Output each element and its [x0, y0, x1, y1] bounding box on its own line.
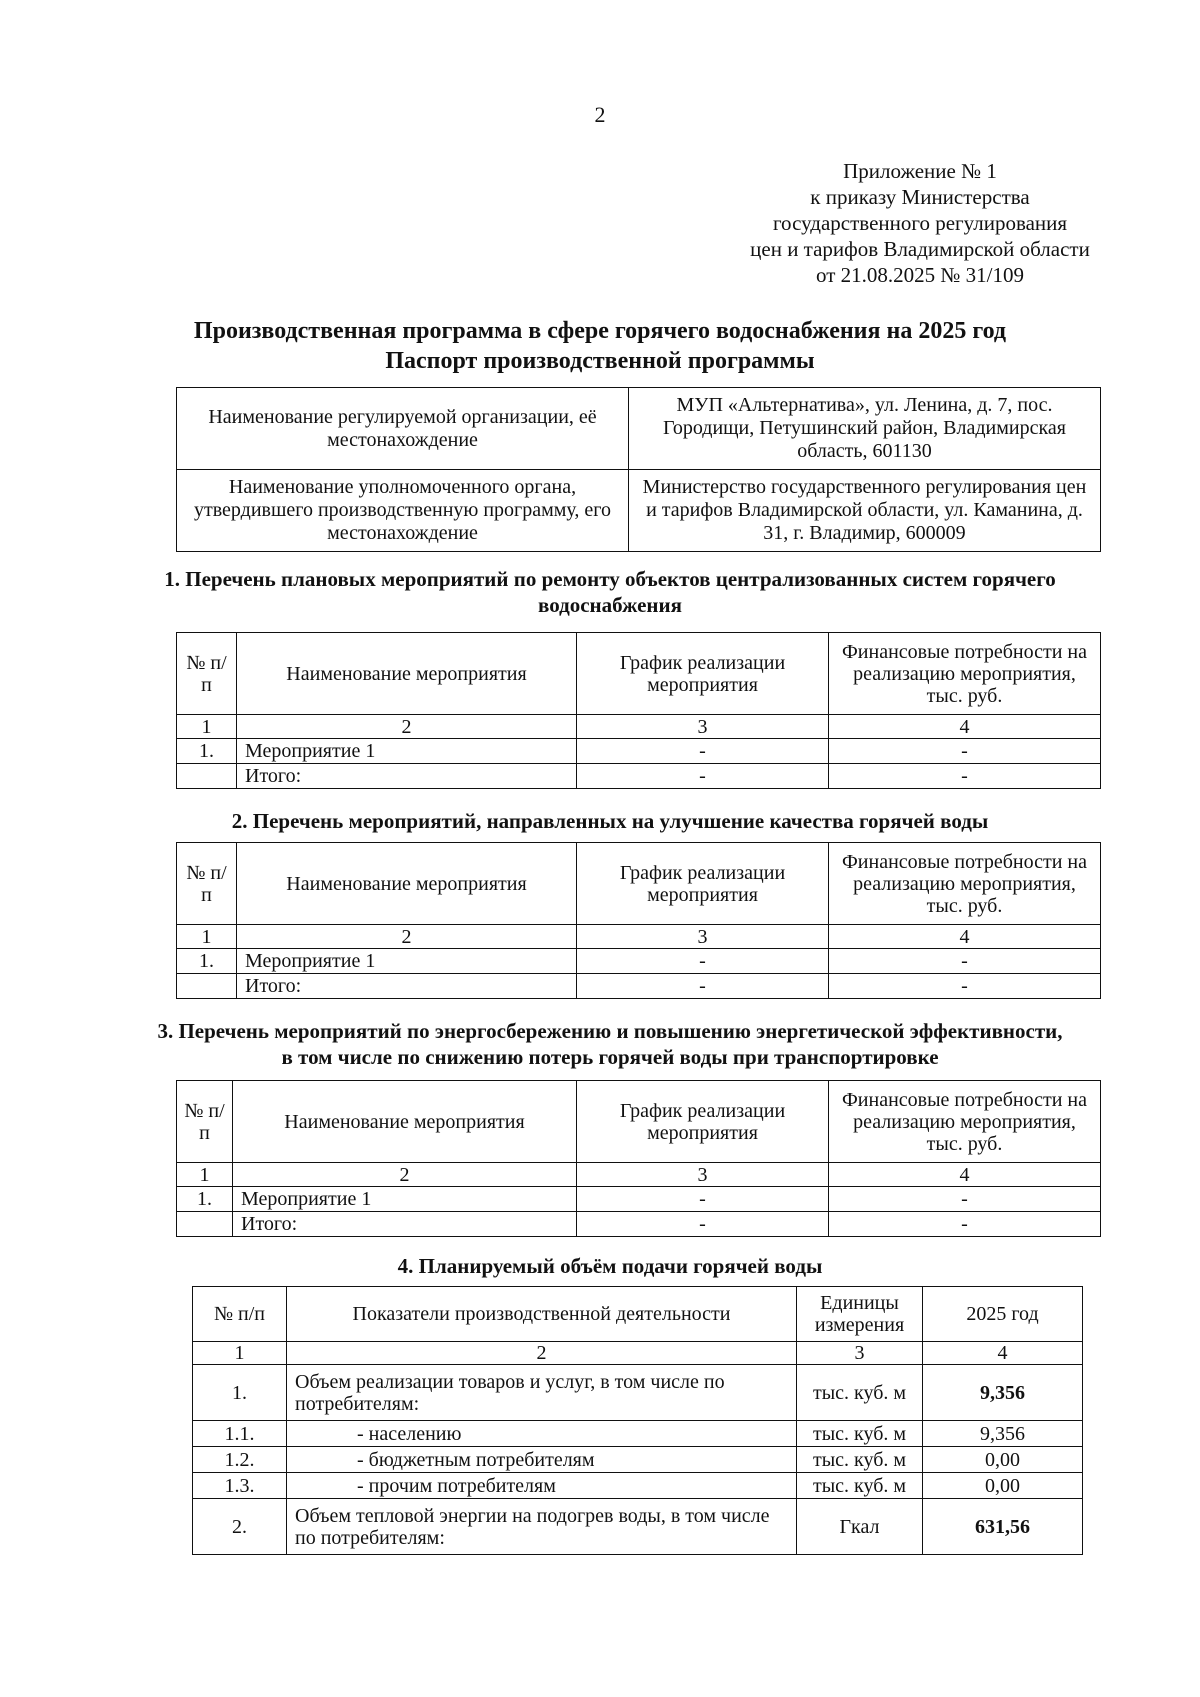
section-3-title: 3. Перечень мероприятий по энергосбережению и повышению энергетической эффективности, в том числе по снижению потерь горячей воды при транспортировке	[157, 1019, 1063, 1069]
row-num: 1.1.	[193, 1421, 287, 1447]
row-unit: тыс. куб. м	[797, 1365, 923, 1421]
header-unit: Единицы измерения	[797, 1287, 923, 1342]
table-row	[193, 1365, 1083, 1421]
header-indicator: Показатели производственной деятельности	[287, 1287, 797, 1342]
row-unit: тыс. куб. м	[797, 1473, 923, 1499]
passport-table	[176, 387, 1101, 552]
header-name: Наименование мероприятия	[237, 633, 577, 715]
column-number: 4	[829, 1163, 1101, 1187]
row-indicator: - бюджетным потребителям	[287, 1447, 797, 1473]
row-schedule: -	[577, 1212, 829, 1237]
table-row	[193, 1421, 1083, 1447]
header-finance: Финансовые потребности на реализацию мероприятия, тыс. руб.	[829, 633, 1101, 715]
column-number: 1	[177, 715, 237, 739]
row-num	[177, 974, 237, 999]
section-1-table	[176, 632, 1101, 789]
row-unit: Гкал	[797, 1499, 923, 1555]
column-number: 2	[237, 715, 577, 739]
table-header-row	[177, 633, 1101, 715]
row-num: 1.3.	[193, 1473, 287, 1499]
header-num: № п/п	[177, 843, 237, 925]
row-value: 0,00	[923, 1473, 1083, 1499]
table-row	[193, 1499, 1083, 1555]
column-number: 2	[233, 1163, 577, 1187]
row-name: Итого:	[237, 974, 577, 999]
row-num: 1.2.	[193, 1447, 287, 1473]
header-name: Наименование мероприятия	[233, 1081, 577, 1163]
section-2-title: 2. Перечень мероприятий, направленных на улучшение качества горячей воды	[231, 809, 989, 833]
column-number: 1	[177, 925, 237, 949]
header-num: № п/п	[177, 1081, 233, 1163]
column-number-row	[193, 1342, 1083, 1365]
header-finance: Финансовые потребности на реализацию мероприятия, тыс. руб.	[829, 843, 1101, 925]
row-name: Итого:	[237, 764, 577, 789]
section-1-title: 1. Перечень плановых мероприятий по ремонту объектов централизованных систем горячего водоснабжения	[164, 567, 1056, 617]
table-row	[193, 1447, 1083, 1473]
page-number: 2	[594, 102, 606, 127]
row-num: 2.	[193, 1499, 287, 1555]
table-row	[177, 470, 1101, 552]
section-4-title: 4. Планируемый объём подачи горячей воды	[397, 1254, 823, 1278]
table-row	[177, 949, 1101, 974]
row-schedule: -	[577, 949, 829, 974]
row-value: 9,356	[923, 1365, 1083, 1421]
row-value: 631,56	[923, 1499, 1083, 1555]
header-year: 2025 год	[923, 1287, 1083, 1342]
row-num: 1.	[177, 739, 237, 764]
column-number: 4	[829, 715, 1101, 739]
column-number-row	[177, 1163, 1101, 1187]
column-number: 3	[577, 925, 829, 949]
row-indicator: - прочим потребителям	[287, 1473, 797, 1499]
column-number: 3	[797, 1342, 923, 1365]
column-number: 3	[577, 1163, 829, 1187]
appendix-line: к приказу Министерства	[810, 185, 1030, 209]
row-schedule: -	[577, 974, 829, 999]
table-row	[177, 739, 1101, 764]
row-num	[177, 764, 237, 789]
row-finance: -	[829, 1212, 1101, 1237]
section-3-table	[176, 1080, 1101, 1237]
table-row	[193, 1473, 1083, 1499]
header-schedule: График реализации мероприятия	[577, 843, 829, 925]
column-number: 4	[923, 1342, 1083, 1365]
row-unit: тыс. куб. м	[797, 1421, 923, 1447]
header-name: Наименование мероприятия	[237, 843, 577, 925]
row-finance: -	[829, 764, 1101, 789]
row-value: 0,00	[923, 1447, 1083, 1473]
row-finance: -	[829, 1187, 1101, 1212]
header-schedule: График реализации мероприятия	[577, 1081, 829, 1163]
row-schedule: -	[577, 739, 829, 764]
table-row	[177, 388, 1101, 470]
column-number: 2	[237, 925, 577, 949]
row-schedule: -	[577, 764, 829, 789]
table-header-row	[193, 1287, 1083, 1342]
column-number: 3	[577, 715, 829, 739]
header-num: № п/п	[177, 633, 237, 715]
row-indicator: Объем тепловой энергии на подогрев воды, в том числе по потребителям:	[287, 1499, 797, 1555]
passport-value: Министерство государственного регулирования цен и тарифов Владимирской области, ул. Каманина, д. 31, г. Владимир, 600009	[629, 470, 1101, 552]
row-indicator: Объем реализации товаров и услуг, в том числе по потребителям:	[287, 1365, 797, 1421]
subtitle-line: Паспорт производственной программы	[385, 348, 815, 374]
row-name: Мероприятие 1	[237, 739, 577, 764]
volume-table	[192, 1286, 1083, 1555]
row-name: Мероприятие 1	[237, 949, 577, 974]
row-name: Итого:	[233, 1212, 577, 1237]
row-num: 1.	[177, 1187, 233, 1212]
passport-label: Наименование уполномоченного органа, утвердившего производственную программу, его местонахождение	[177, 470, 629, 552]
table-header-row	[177, 1081, 1101, 1163]
row-schedule: -	[577, 1187, 829, 1212]
table-row	[177, 764, 1101, 789]
appendix-line: государственного регулирования	[772, 211, 1068, 235]
row-finance: -	[829, 949, 1101, 974]
header-schedule: График реализации мероприятия	[577, 633, 829, 715]
row-num: 1.	[193, 1365, 287, 1421]
row-num	[177, 1212, 233, 1237]
row-name: Мероприятие 1	[233, 1187, 577, 1212]
column-number: 4	[829, 925, 1101, 949]
table-row	[177, 1187, 1101, 1212]
header-finance: Финансовые потребности на реализацию мероприятия, тыс. руб.	[829, 1081, 1101, 1163]
appendix-line: цен и тарифов Владимирской области	[750, 237, 1090, 261]
appendix-line: Приложение № 1	[843, 159, 997, 183]
document-title	[0, 316, 1200, 376]
row-indicator: - населению	[287, 1421, 797, 1447]
row-finance: -	[829, 739, 1101, 764]
column-number: 1	[177, 1163, 233, 1187]
table-row	[177, 974, 1101, 999]
header-num: № п/п	[193, 1287, 287, 1342]
column-number-row	[177, 925, 1101, 949]
column-number: 1	[193, 1342, 287, 1365]
passport-label: Наименование регулируемой организации, её местонахождение	[177, 388, 629, 470]
row-finance: -	[829, 974, 1101, 999]
section-2-table	[176, 842, 1101, 999]
table-row	[177, 1212, 1101, 1237]
row-unit: тыс. куб. м	[797, 1447, 923, 1473]
passport-value: МУП «Альтернатива», ул. Ленина, д. 7, пос. Городищи, Петушинский район, Владимирская область, 601130	[629, 388, 1101, 470]
row-value: 9,356	[923, 1421, 1083, 1447]
column-number: 2	[287, 1342, 797, 1365]
title-line: Производственная программа в сфере горячего водоснабжения на 2025 год	[193, 318, 1007, 344]
column-number-row	[177, 715, 1101, 739]
appendix-block	[700, 158, 1140, 288]
table-header-row	[177, 843, 1101, 925]
row-num: 1.	[177, 949, 237, 974]
appendix-line: от 21.08.2025 № 31/109	[815, 263, 1025, 287]
